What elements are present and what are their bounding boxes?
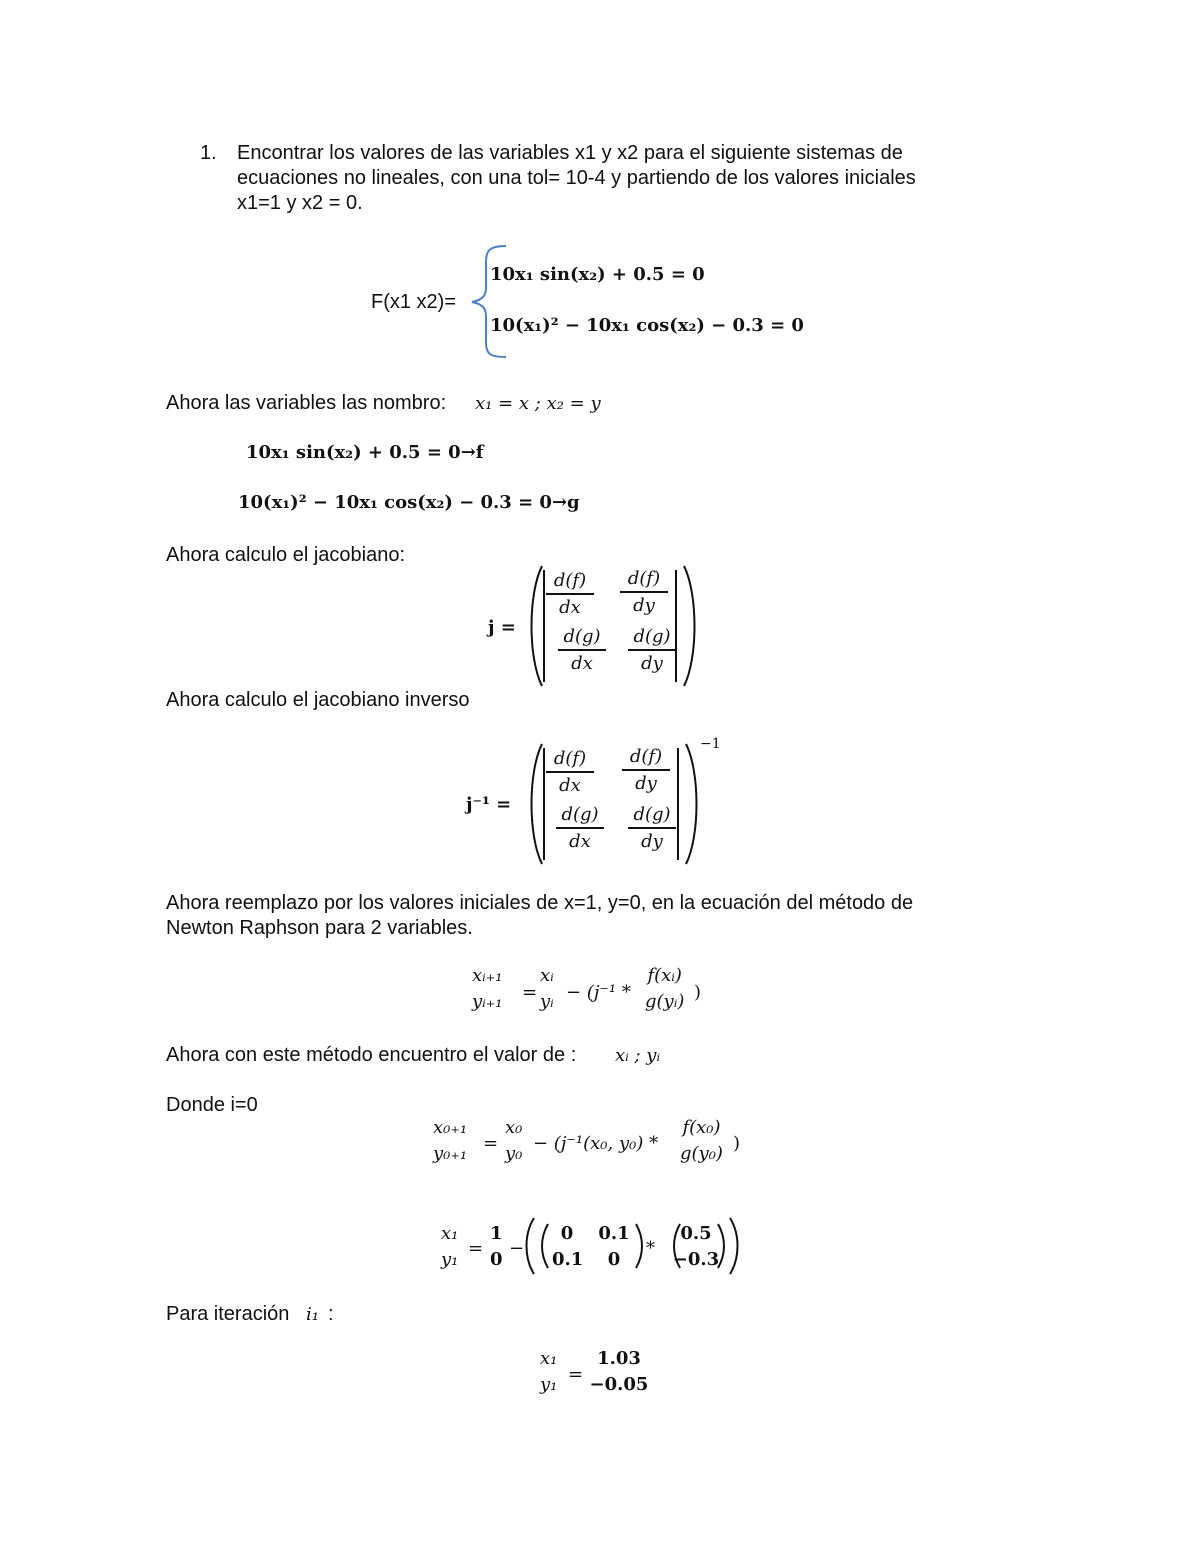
numeric-operator: −: [509, 1238, 525, 1259]
brace-icon: [468, 244, 508, 359]
newton-close: ): [694, 982, 702, 1003]
newton-rhs: f(xᵢ) g(yᵢ): [645, 965, 685, 1012]
jacobian-cell-21: d(g) dx: [558, 626, 606, 674]
inverse-exponent: −1: [700, 736, 721, 752]
matrix-col-1: 0 0.1: [552, 1223, 584, 1270]
jacobian-text: Ahora calculo el jacobiano:: [166, 544, 406, 566]
newton-equals: =: [522, 982, 538, 1003]
system-equation-2: 10(x₁)² − 10x₁ cos(x₂) − 0.3 = 0: [490, 315, 804, 336]
donde-operator: − (j⁻¹(x₀, y₀) *: [533, 1133, 659, 1154]
donde-rhs: f(x₀) g(y₀): [680, 1117, 723, 1164]
system-label: F(x1 x2)=: [371, 291, 457, 313]
inverse-cell-11: d(f) dx: [546, 748, 594, 796]
problem-line-2: ecuaciones no lineales, con una tol= 10-4 y partiendo de los valores iniciales: [237, 167, 916, 189]
donde-mid: x₀ y₀: [505, 1117, 523, 1164]
numeric-equals: =: [468, 1238, 484, 1259]
donde-close: ): [733, 1133, 741, 1154]
jacobian-cell-12: d(f) dy: [620, 568, 668, 616]
find-text: Ahora con este método encuentro el valor de :: [166, 1044, 577, 1066]
iteration-lhs: x₁ y₁: [540, 1348, 558, 1395]
list-number: 1.: [200, 142, 217, 164]
f-equation: 10x₁ sin(x₂) + 0.5 = 0→f: [246, 442, 484, 463]
numeric-star: *: [646, 1238, 655, 1259]
inverse-symbol: j⁻¹ =: [466, 794, 512, 815]
g-equation: 10(x₁)² − 10x₁ cos(x₂) − 0.3 = 0→g: [238, 492, 580, 513]
vector-values: 0.5 −0.3: [672, 1223, 720, 1270]
problem-line-3: x1=1 y x2 = 0.: [237, 192, 363, 214]
system-equation-1: 10x₁ sin(x₂) + 0.5 = 0: [490, 264, 705, 285]
donde-lhs: x₀₊₁ y₀₊₁: [433, 1117, 468, 1164]
iteration-colon: :: [328, 1303, 334, 1325]
iteration-values: 1.03 −0.05: [589, 1348, 649, 1395]
newton-lhs: xᵢ₊₁ yᵢ₊₁: [472, 965, 503, 1012]
inverse-text: Ahora calculo el jacobiano inverso: [166, 689, 470, 711]
find-expression: xᵢ ; yᵢ: [615, 1045, 661, 1066]
iteration-symbol: i₁: [306, 1304, 319, 1325]
jacobian-cell-11: d(f) dx: [546, 570, 594, 618]
replace-line-2: Newton Raphson para 2 variables.: [166, 917, 473, 939]
matrix-col-2: 0.1 0: [598, 1223, 630, 1270]
rename-text: Ahora las variables las nombro:: [166, 392, 447, 414]
donde-text: Donde i=0: [166, 1094, 258, 1116]
inverse-cell-21: d(g) dx: [556, 804, 604, 852]
replace-line-1: Ahora reemplazo por los valores iniciales de x=1, y=0, en la ecuación del método de: [166, 892, 914, 914]
donde-equals: =: [483, 1133, 499, 1154]
jacobian-symbol: j =: [488, 617, 516, 638]
problem-line-1: Encontrar los valores de las variables x1 y x2 para el siguiente sistemas de: [237, 142, 903, 164]
numeric-mid: 1 0: [490, 1223, 503, 1270]
iteration-equals: =: [568, 1364, 584, 1385]
iteration-text: Para iteración: [166, 1303, 290, 1325]
newton-mid: xᵢ yᵢ: [540, 965, 554, 1012]
rename-expression: x₁ = x ; x₂ = y: [475, 393, 601, 414]
newton-operator: − (j⁻¹ *: [566, 982, 631, 1003]
jacobian-cell-22: d(g) dy: [628, 626, 676, 674]
inverse-cell-22: d(g) dy: [628, 804, 676, 852]
inverse-cell-12: d(f) dy: [622, 746, 670, 794]
numeric-lhs: x₁ y₁: [441, 1223, 459, 1270]
